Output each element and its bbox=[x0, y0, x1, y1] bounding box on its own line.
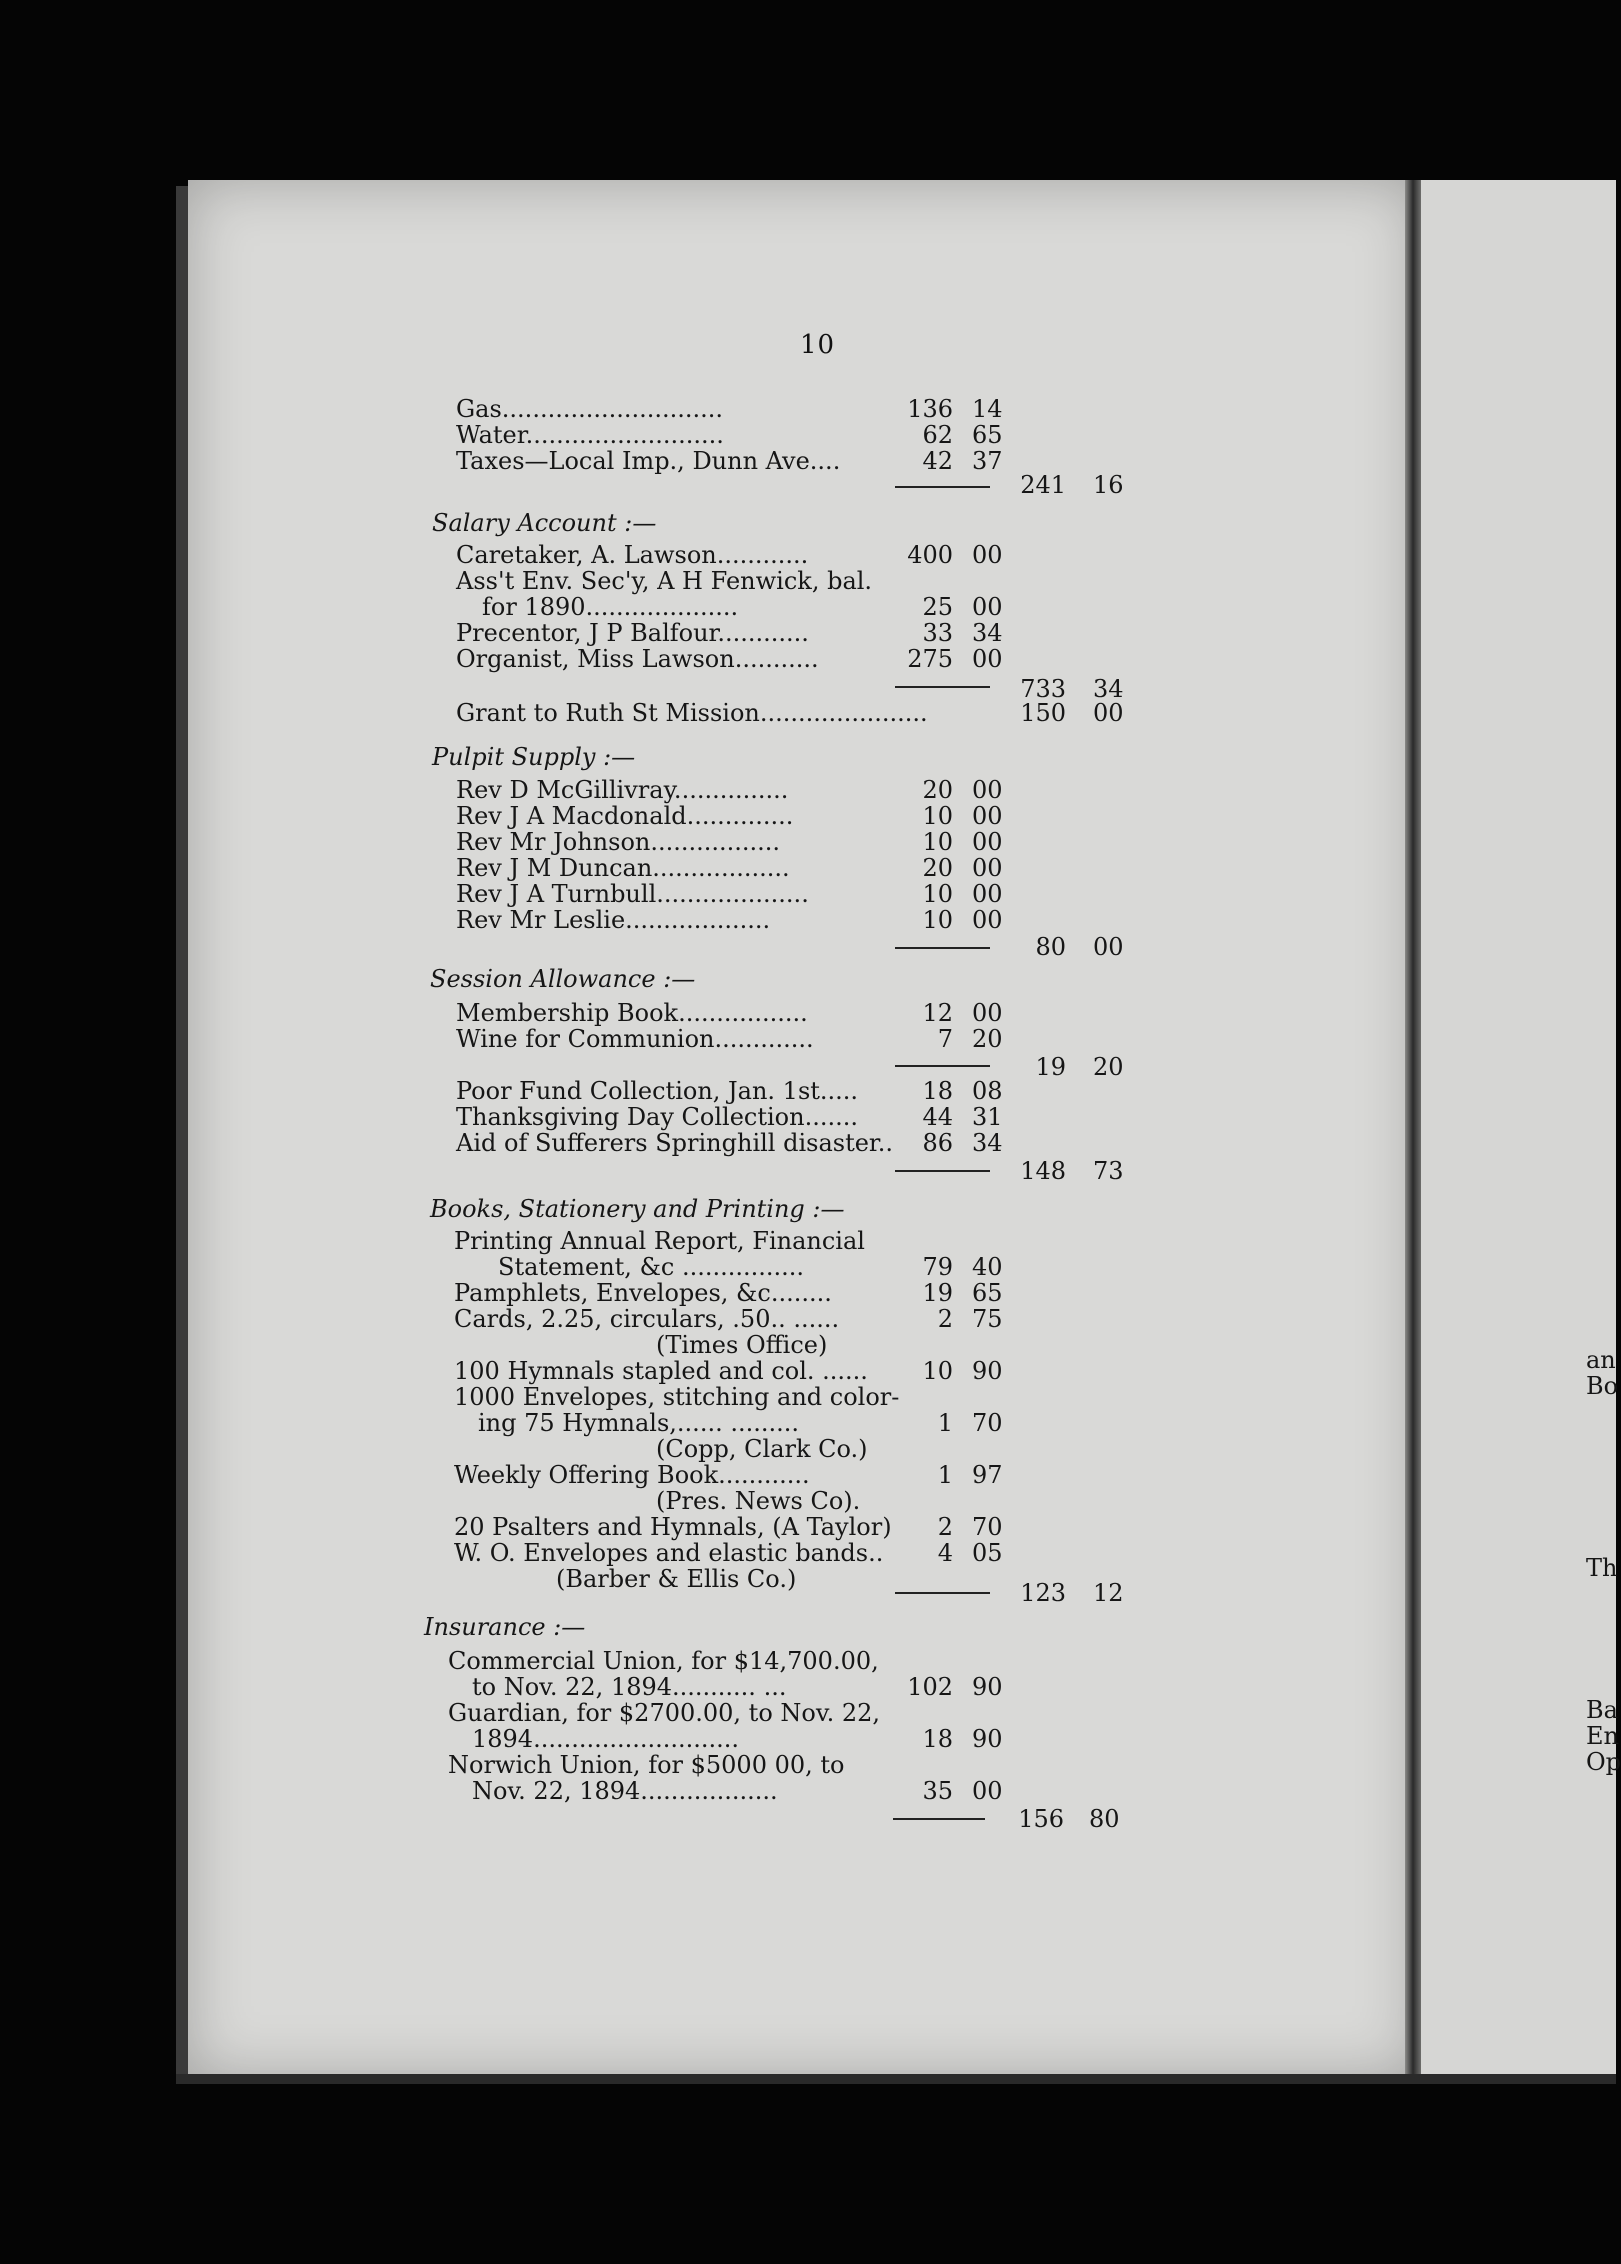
line-item-amount-cents: 31 bbox=[972, 1103, 1003, 1131]
section-heading: Salary Account :— bbox=[432, 509, 657, 537]
line-item-amount-dollars: 1 bbox=[937, 1461, 953, 1489]
line-item-amount-cents: 70 bbox=[972, 1409, 1003, 1437]
line-item-label: Grant to Ruth St Mission...................... bbox=[456, 699, 928, 727]
line-item-label: Guardian, for $2700.00, to Nov. 22, bbox=[448, 1699, 880, 1727]
line-item-amount-dollars: 10 bbox=[922, 802, 953, 830]
line-item-amount-dollars: 86 bbox=[922, 1129, 953, 1157]
line-item-amount-cents: 65 bbox=[972, 1279, 1003, 1307]
line-item-label: (Times Office) bbox=[656, 1331, 828, 1359]
subtotal-dollars: 148 bbox=[1020, 1157, 1066, 1185]
line-item-amount-cents: 00 bbox=[972, 541, 1003, 569]
line-item-label: Poor Fund Collection, Jan. 1st..... bbox=[456, 1077, 859, 1105]
page-number: 10 bbox=[800, 330, 836, 360]
sum-rule bbox=[895, 486, 990, 488]
line-item-label: Rev J A Macdonald.............. bbox=[456, 802, 794, 830]
line-item-amount-cents: 90 bbox=[972, 1357, 1003, 1385]
subtotal-cents: 34 bbox=[1093, 675, 1124, 703]
line-item-label: Rev Mr Johnson................. bbox=[456, 828, 781, 856]
line-item-amount-dollars: 12 bbox=[922, 999, 953, 1027]
sum-rule bbox=[895, 947, 990, 949]
line-item-amount-dollars: 10 bbox=[922, 880, 953, 908]
line-item-amount-cents: 34 bbox=[972, 619, 1003, 647]
line-item-label: Norwich Union, for $5000 00, to bbox=[448, 1751, 845, 1779]
line-item-label: Gas............................. bbox=[456, 395, 724, 423]
line-item-amount-dollars: 20 bbox=[922, 776, 953, 804]
line-item-label: (Pres. News Co). bbox=[656, 1487, 861, 1515]
subtotal-cents: 20 bbox=[1093, 1053, 1124, 1081]
line-item-amount-cents: 05 bbox=[972, 1539, 1003, 1567]
line-item-label: to Nov. 22, 1894........... ... bbox=[472, 1673, 787, 1701]
sum-rule bbox=[893, 1818, 985, 1820]
line-item-amount-dollars: 79 bbox=[922, 1253, 953, 1281]
line-item-label: (Barber & Ellis Co.) bbox=[556, 1565, 797, 1593]
page-bottom-edge bbox=[176, 2074, 1616, 2084]
book-page-right bbox=[1421, 180, 1619, 2078]
line-item-amount-dollars: 10 bbox=[922, 906, 953, 934]
line-item-label: Wine for Communion............. bbox=[456, 1025, 814, 1053]
line-item-amount-cents: 00 bbox=[972, 828, 1003, 856]
subtotal-cents: 00 bbox=[1093, 933, 1124, 961]
line-item-amount-cents: 75 bbox=[972, 1305, 1003, 1333]
line-item-label: W. O. Envelopes and elastic bands.. bbox=[454, 1539, 884, 1567]
line-item-label: Caretaker, A. Lawson............ bbox=[456, 541, 809, 569]
line-item-label: 20 Psalters and Hymnals, (A Taylor) bbox=[454, 1513, 892, 1541]
line-item-amount-dollars: 102 bbox=[907, 1673, 953, 1701]
line-item-label: Water.......................... bbox=[456, 421, 724, 449]
subtotal-dollars: 156 bbox=[1018, 1805, 1064, 1833]
line-item-label: Aid of Sufferers Springhill disaster.. bbox=[456, 1129, 894, 1157]
line-item-label: Ass't Env. Sec'y, A H Fenwick, bal. bbox=[456, 567, 873, 595]
line-item-label: 1000 Envelopes, stitching and color- bbox=[454, 1383, 900, 1411]
sum-rule bbox=[895, 686, 990, 688]
line-item-amount-cents: 90 bbox=[972, 1673, 1003, 1701]
subtotal-dollars: 733 bbox=[1020, 675, 1066, 703]
line-item-label: Cards, 2.25, circulars, .50.. ...... bbox=[454, 1305, 840, 1333]
line-item-amount-cents: 00 bbox=[972, 1777, 1003, 1805]
subtotal-cents: 73 bbox=[1093, 1157, 1124, 1185]
line-item-label: for 1890.................... bbox=[482, 593, 739, 621]
line-item-label: Rev J M Duncan.................. bbox=[456, 854, 790, 882]
line-item-amount-cents: 90 bbox=[972, 1725, 1003, 1753]
line-item-amount-dollars: 2 bbox=[937, 1513, 953, 1541]
right-page-text-fragment: Bo bbox=[1586, 1372, 1619, 1400]
line-item-amount-dollars: 33 bbox=[922, 619, 953, 647]
line-item-label: Rev J A Turnbull.................... bbox=[456, 880, 809, 908]
subtotal-dollars: 241 bbox=[1020, 471, 1066, 499]
line-item-amount-dollars: 42 bbox=[922, 447, 953, 475]
line-item-label: Statement, &c ................ bbox=[498, 1253, 805, 1281]
line-item-label: Printing Annual Report, Financial bbox=[454, 1227, 865, 1255]
line-item-amount-dollars: 44 bbox=[922, 1103, 953, 1131]
line-item-amount-dollars: 7 bbox=[937, 1025, 953, 1053]
line-item-amount-cents: 00 bbox=[972, 593, 1003, 621]
right-page-text-fragment: Th bbox=[1586, 1554, 1618, 1582]
line-item-amount-cents: 00 bbox=[972, 802, 1003, 830]
line-item-amount-dollars: 35 bbox=[922, 1777, 953, 1805]
subtotal-dollars: 19 bbox=[1035, 1053, 1066, 1081]
line-item-label: Pamphlets, Envelopes, &c........ bbox=[454, 1279, 832, 1307]
line-item-amount-cents: 65 bbox=[972, 421, 1003, 449]
line-item-amount-cents: 00 bbox=[972, 906, 1003, 934]
line-item-amount-cents: 00 bbox=[972, 854, 1003, 882]
sum-rule bbox=[895, 1065, 990, 1067]
right-page-text-fragment: Ba bbox=[1586, 1696, 1618, 1724]
line-item-amount-cents: 70 bbox=[972, 1513, 1003, 1541]
line-item-label: Weekly Offering Book............ bbox=[454, 1461, 810, 1489]
line-item-amount-dollars: 19 bbox=[922, 1279, 953, 1307]
subtotal-dollars: 150 bbox=[1020, 699, 1066, 727]
line-item-amount-dollars: 10 bbox=[922, 828, 953, 856]
subtotal-cents: 16 bbox=[1093, 471, 1124, 499]
line-item-label: Organist, Miss Lawson........... bbox=[456, 645, 819, 673]
line-item-amount-dollars: 25 bbox=[922, 593, 953, 621]
line-item-amount-dollars: 4 bbox=[937, 1539, 953, 1567]
line-item-amount-cents: 00 bbox=[972, 645, 1003, 673]
line-item-amount-cents: 00 bbox=[972, 999, 1003, 1027]
right-page-text-fragment: Op bbox=[1586, 1748, 1621, 1776]
line-item-label: ing 75 Hymnals,...... ......... bbox=[478, 1409, 799, 1437]
line-item-amount-cents: 00 bbox=[972, 880, 1003, 908]
line-item-label: 100 Hymnals stapled and col. ...... bbox=[454, 1357, 868, 1385]
section-heading: Books, Stationery and Printing :— bbox=[430, 1195, 845, 1223]
right-page-text-fragment: En bbox=[1586, 1722, 1619, 1750]
line-item-label: Nov. 22, 1894.................. bbox=[472, 1777, 778, 1805]
line-item-label: (Copp, Clark Co.) bbox=[656, 1435, 868, 1463]
subtotal-cents: 00 bbox=[1093, 699, 1124, 727]
right-page-text-fragment: an bbox=[1586, 1346, 1616, 1374]
line-item-label: Taxes—Local Imp., Dunn Ave.... bbox=[456, 447, 841, 475]
sum-rule bbox=[895, 1592, 990, 1594]
line-item-amount-cents: 08 bbox=[972, 1077, 1003, 1105]
line-item-amount-cents: 37 bbox=[972, 447, 1003, 475]
sum-rule bbox=[895, 1170, 990, 1172]
line-item-label: Membership Book................. bbox=[456, 999, 808, 1027]
subtotal-cents: 80 bbox=[1089, 1805, 1120, 1833]
line-item-amount-dollars: 136 bbox=[907, 395, 953, 423]
subtotal-dollars: 123 bbox=[1020, 1579, 1066, 1607]
line-item-amount-cents: 97 bbox=[972, 1461, 1003, 1489]
line-item-amount-dollars: 20 bbox=[922, 854, 953, 882]
line-item-amount-dollars: 18 bbox=[922, 1725, 953, 1753]
book-spine bbox=[1405, 180, 1421, 2078]
line-item-amount-cents: 20 bbox=[972, 1025, 1003, 1053]
line-item-label: Rev D McGillivray............... bbox=[456, 776, 789, 804]
line-item-amount-cents: 40 bbox=[972, 1253, 1003, 1281]
line-item-label: Commercial Union, for $14,700.00, bbox=[448, 1647, 879, 1675]
line-item-amount-dollars: 400 bbox=[907, 541, 953, 569]
section-heading: Pulpit Supply :— bbox=[432, 743, 636, 771]
line-item-amount-dollars: 18 bbox=[922, 1077, 953, 1105]
subtotal-dollars: 80 bbox=[1035, 933, 1066, 961]
line-item-amount-dollars: 10 bbox=[922, 1357, 953, 1385]
line-item-amount-cents: 00 bbox=[972, 776, 1003, 804]
line-item-label: 1894........................... bbox=[472, 1725, 740, 1753]
line-item-label: Rev Mr Leslie................... bbox=[456, 906, 771, 934]
line-item-amount-cents: 34 bbox=[972, 1129, 1003, 1157]
line-item-amount-cents: 14 bbox=[972, 395, 1003, 423]
line-item-amount-dollars: 2 bbox=[937, 1305, 953, 1333]
section-heading: Session Allowance :— bbox=[430, 965, 696, 993]
line-item-amount-dollars: 62 bbox=[922, 421, 953, 449]
line-item-label: Thanksgiving Day Collection....... bbox=[456, 1103, 858, 1131]
section-heading: Insurance :— bbox=[424, 1613, 586, 1641]
line-item-amount-dollars: 275 bbox=[907, 645, 953, 673]
subtotal-cents: 12 bbox=[1093, 1579, 1124, 1607]
line-item-label: Precentor, J P Balfour............ bbox=[456, 619, 809, 647]
line-item-amount-dollars: 1 bbox=[937, 1409, 953, 1437]
